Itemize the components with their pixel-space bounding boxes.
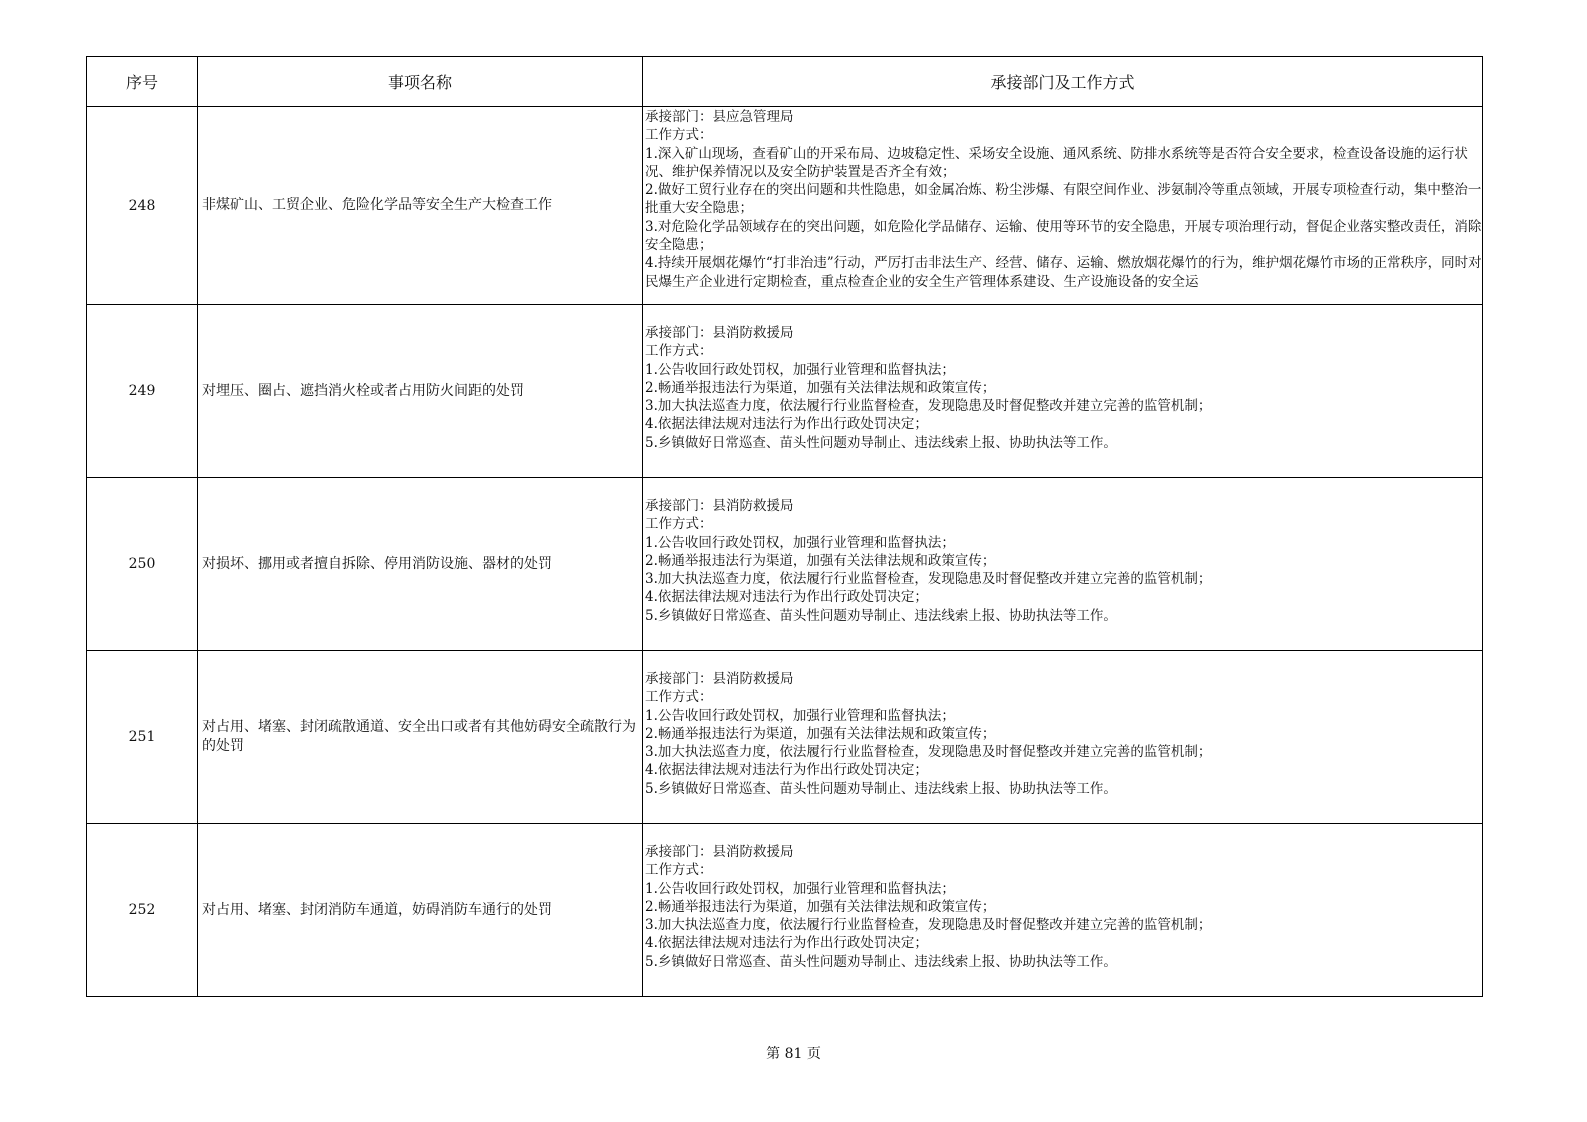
content-line: 工作方式： xyxy=(645,689,713,706)
content-line: 4.持续开展烟花爆竹“打非治违”行动，严厉打击非法生产、经营、储存、运输、燃放烟花爆竹的行为，维护烟花爆竹市场的正常秩序，同时对民爆生产企业进行定期检查，重点检查企业的安全生产管理体系建设、生产设施设备的安全运 xyxy=(645,255,1482,290)
content-line: 工作方式： xyxy=(645,862,713,879)
table-header-row xyxy=(87,57,1483,107)
content-line: 承接部门：县消防救援局 xyxy=(645,325,794,341)
row-content xyxy=(643,824,1483,997)
items-table xyxy=(86,56,1483,997)
content-line: 2.畅通举报违法行为渠道，加强有关法律法规和政策宣传； xyxy=(645,725,996,742)
content-line: 4.依据法律法规对违法行为作出行政处罚决定； xyxy=(645,589,928,606)
row-serial: 252 xyxy=(87,824,198,997)
row-item-name: 对占用、堵塞、封闭消防车通道，妨碍消防车通行的处罚 xyxy=(198,824,643,997)
table-row xyxy=(87,824,1483,997)
content-line: 3.加大执法巡查力度，依法履行行业监督检查，发现隐患及时督促整改并建立完善的监管机制； xyxy=(645,744,1212,761)
content-line: 2.畅通举报违法行为渠道，加强有关法律法规和政策宣传； xyxy=(645,379,996,396)
content-line: 1.深入矿山现场，查看矿山的开采布局、边坡稳定性、采场安全设施、通风系统、防排水系统等是否符合安全要求，检查设备设施的运行状况、维护保养情况以及安全防护装置是否齐全有效； xyxy=(645,145,1468,180)
row-serial: 250 xyxy=(87,478,198,651)
row-content xyxy=(643,107,1483,305)
content-line: 承接部门：县消防救援局 xyxy=(645,844,794,860)
content-line: 4.依据法律法规对违法行为作出行政处罚决定； xyxy=(645,935,928,952)
row-serial: 249 xyxy=(87,305,198,478)
content-line: 1.公告收回行政处罚权，加强行业管理和监督执法； xyxy=(645,880,955,897)
content-line: 4.依据法律法规对违法行为作出行政处罚决定； xyxy=(645,762,928,779)
content-line: 1.公告收回行政处罚权，加强行业管理和监督执法； xyxy=(645,707,955,724)
content-line: 3.对危险化学品领域存在的突出问题，如危险化学品储存、运输、使用等环节的安全隐患，开展专项治理行动，督促企业落实整改责任，消除安全隐患； xyxy=(645,218,1482,254)
content-line: 承接部门：县消防救援局 xyxy=(645,671,794,687)
row-item-name: 对埋压、圈占、遮挡消火栓或者占用防火间距的处罚 xyxy=(198,305,643,478)
row-content xyxy=(643,305,1483,478)
content-line: 3.加大执法巡查力度，依法履行行业监督检查，发现隐患及时督促整改并建立完善的监管机制； xyxy=(645,571,1212,588)
row-content xyxy=(643,478,1483,651)
content-line: 承接部门：县应急管理局 xyxy=(645,109,794,125)
page-number: 第 81 页 xyxy=(766,1046,821,1062)
content-line: 4.依据法律法规对违法行为作出行政处罚决定； xyxy=(645,416,928,433)
header-department-method: 承接部门及工作方式 xyxy=(643,57,1483,107)
content-line: 工作方式： xyxy=(645,127,713,144)
table-row xyxy=(87,305,1483,478)
row-content xyxy=(643,651,1483,824)
content-line: 5.乡镇做好日常巡查、苗头性问题劝导制止、违法线索上报、协助执法等工作。 xyxy=(645,953,1117,970)
table-row xyxy=(87,478,1483,651)
row-item-name: 对占用、堵塞、封闭疏散通道、安全出口或者有其他妨碍安全疏散行为的处罚 xyxy=(198,651,643,824)
table-row xyxy=(87,107,1483,305)
row-serial: 248 xyxy=(87,107,198,305)
header-item-name: 事项名称 xyxy=(198,57,643,107)
content-line: 工作方式： xyxy=(645,343,713,360)
header-serial: 序号 xyxy=(87,57,198,107)
content-line: 5.乡镇做好日常巡查、苗头性问题劝导制止、违法线索上报、协助执法等工作。 xyxy=(645,607,1117,624)
content-line: 2.畅通举报违法行为渠道，加强有关法律法规和政策宣传； xyxy=(645,552,996,569)
row-item-name: 非煤矿山、工贸企业、危险化学品等安全生产大检查工作 xyxy=(198,107,643,305)
row-serial: 251 xyxy=(87,651,198,824)
table-row xyxy=(87,651,1483,824)
content-line: 工作方式： xyxy=(645,516,713,533)
content-line: 3.加大执法巡查力度，依法履行行业监督检查，发现隐患及时督促整改并建立完善的监管机制； xyxy=(645,398,1212,415)
content-line: 1.公告收回行政处罚权，加强行业管理和监督执法； xyxy=(645,534,955,551)
row-item-name: 对损坏、挪用或者擅自拆除、停用消防设施、器材的处罚 xyxy=(198,478,643,651)
content-line: 2.畅通举报违法行为渠道，加强有关法律法规和政策宣传； xyxy=(645,898,996,915)
content-line: 3.加大执法巡查力度，依法履行行业监督检查，发现隐患及时督促整改并建立完善的监管机制； xyxy=(645,917,1212,934)
content-line: 5.乡镇做好日常巡查、苗头性问题劝导制止、违法线索上报、协助执法等工作。 xyxy=(645,434,1117,451)
content-line: 5.乡镇做好日常巡查、苗头性问题劝导制止、违法线索上报、协助执法等工作。 xyxy=(645,780,1117,797)
content-line: 承接部门：县消防救援局 xyxy=(645,498,794,514)
content-line: 1.公告收回行政处罚权，加强行业管理和监督执法； xyxy=(645,361,955,378)
content-line: 2.做好工贸行业存在的突出问题和共性隐患，如金属冶炼、粉尘涉爆、有限空间作业、涉氨制冷等重点领域，开展专项检查行动，集中整治一批重大安全隐患； xyxy=(645,182,1482,217)
